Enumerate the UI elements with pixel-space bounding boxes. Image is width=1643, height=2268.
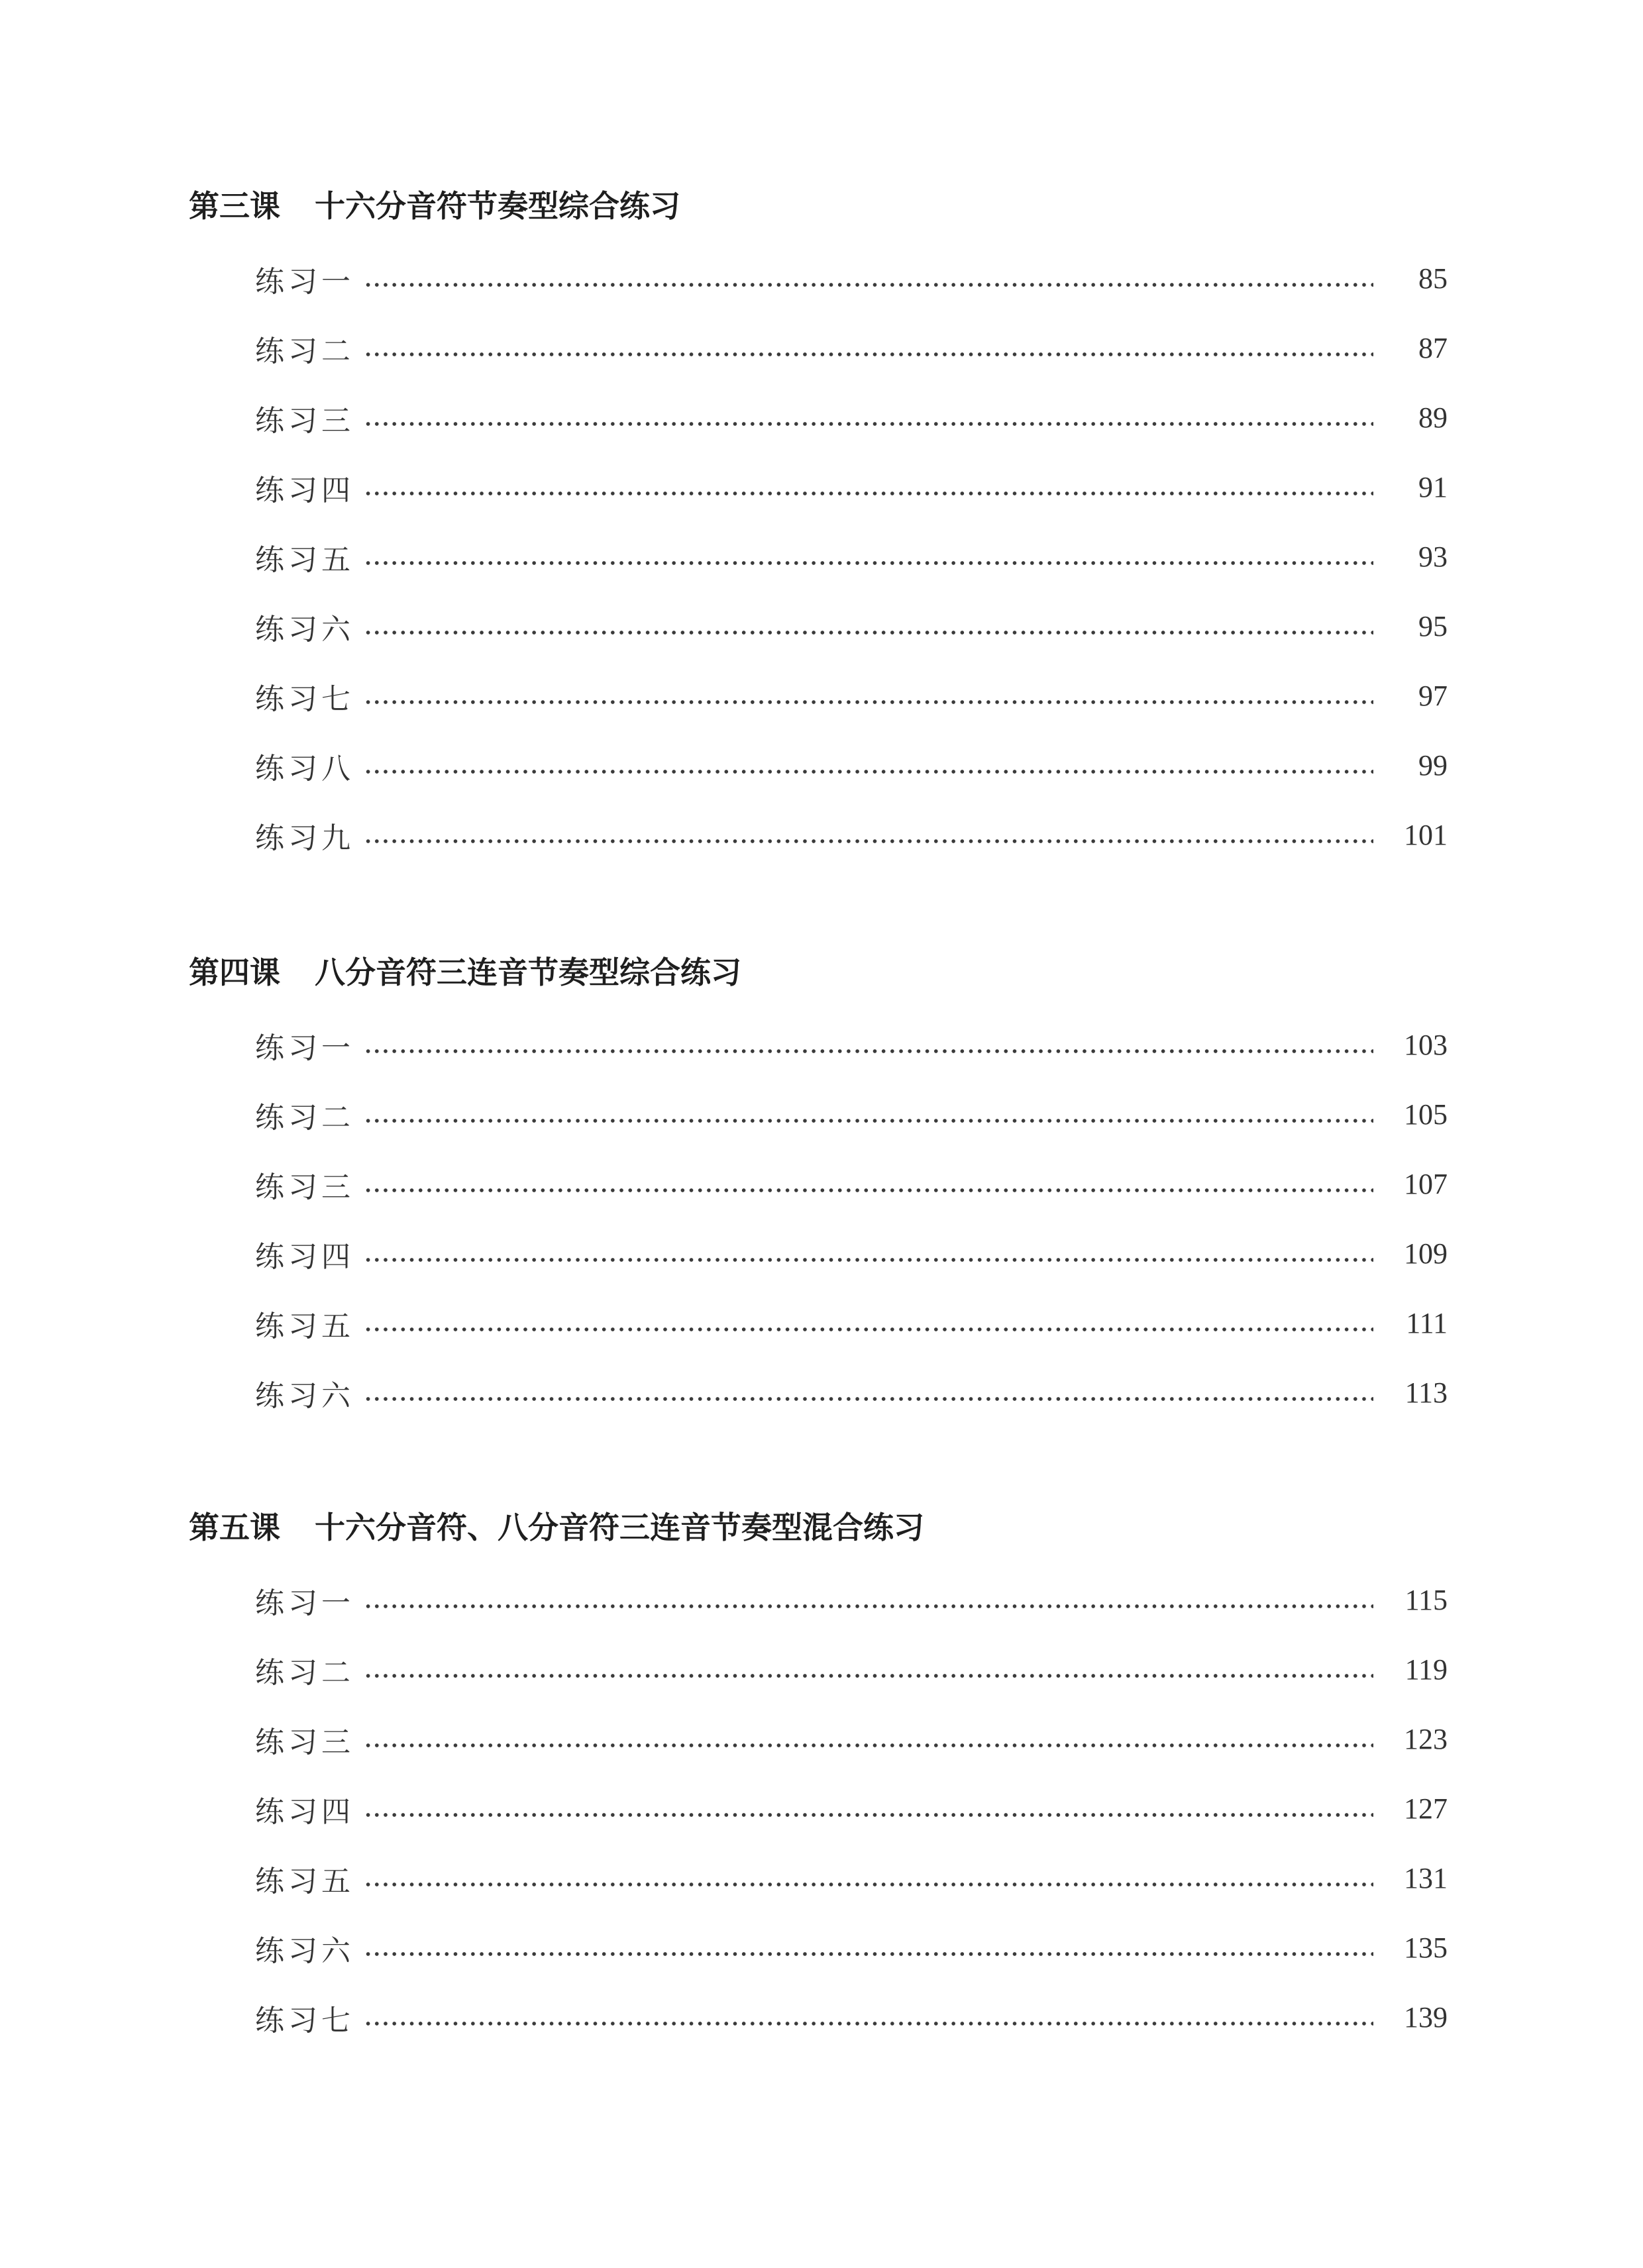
dot-leader	[364, 1725, 1373, 1754]
entry-page-number: 115	[1404, 1584, 1448, 1616]
toc-entry[interactable]	[189, 313, 1448, 383]
entry-label: 练习四	[255, 473, 354, 507]
entry-page-number: 89	[1418, 401, 1448, 434]
lesson-title: 八分音符三连音节奏型综合练习	[315, 954, 741, 990]
entry-page-number: 93	[1418, 541, 1448, 573]
dot-leader	[364, 1170, 1373, 1199]
entry-label: 练习三	[255, 1725, 354, 1759]
dot-leader	[364, 1100, 1373, 1129]
toc-section-lesson-4	[189, 944, 1448, 1427]
toc-entry-list	[189, 1565, 1448, 2052]
entry-label: 练习七	[255, 2003, 354, 2037]
toc-entry[interactable]	[189, 1358, 1448, 1427]
dot-leader	[364, 1031, 1373, 1060]
lesson-number: 第四课	[189, 954, 280, 990]
lesson-number: 第三课	[189, 188, 280, 224]
lesson-title: 十六分音符、八分音符三连音节奏型混合练习	[315, 1510, 924, 1545]
entry-page-number: 111	[1406, 1307, 1448, 1339]
entry-label: 练习二	[255, 1655, 354, 1690]
entry-label: 练习七	[255, 682, 354, 716]
toc-entry[interactable]	[189, 1219, 1448, 1288]
lesson-heading	[189, 1499, 1448, 1552]
toc-entry[interactable]	[189, 1913, 1448, 1983]
entry-label: 练习九	[255, 821, 354, 855]
lesson-number: 第五课	[189, 1510, 280, 1545]
toc-entry[interactable]	[189, 1149, 1448, 1219]
toc-entry[interactable]	[189, 731, 1448, 800]
entry-label: 练习五	[255, 542, 354, 577]
entry-label: 练习六	[255, 612, 354, 646]
entry-label: 练习四	[255, 1794, 354, 1829]
entry-page-number: 97	[1418, 680, 1448, 712]
entry-label: 练习二	[255, 1100, 354, 1135]
entry-page-number: 87	[1418, 332, 1448, 364]
toc-entry[interactable]	[189, 1635, 1448, 1704]
toc-entry[interactable]	[189, 1983, 1448, 2052]
toc-section-lesson-3	[189, 178, 1448, 870]
dot-leader	[364, 612, 1373, 641]
toc-entry-list	[189, 244, 1448, 870]
toc-entry[interactable]	[189, 1704, 1448, 1774]
toc-entry[interactable]	[189, 1010, 1448, 1080]
dot-leader	[364, 264, 1373, 293]
toc-entry[interactable]	[189, 1565, 1448, 1635]
entry-page-number: 99	[1418, 749, 1448, 782]
dot-leader	[364, 1586, 1373, 1615]
entry-page-number: 105	[1404, 1098, 1448, 1131]
entry-label: 练习六	[255, 1378, 354, 1413]
dot-leader	[364, 542, 1373, 572]
entry-page-number: 127	[1404, 1792, 1448, 1825]
toc-section-lesson-5	[189, 1499, 1448, 2052]
entry-page-number: 95	[1418, 610, 1448, 643]
dot-leader	[364, 473, 1373, 502]
lesson-heading	[189, 944, 1448, 997]
dot-leader	[364, 1933, 1373, 1963]
entry-label: 练习五	[255, 1309, 354, 1343]
entry-page-number: 109	[1404, 1237, 1448, 1270]
entry-label: 练习五	[255, 1864, 354, 1898]
entry-page-number: 113	[1404, 1376, 1448, 1409]
dot-leader	[364, 1309, 1373, 1338]
toc-entry[interactable]	[189, 661, 1448, 731]
entry-page-number: 101	[1404, 819, 1448, 851]
dot-leader	[364, 682, 1373, 711]
entry-page-number: 123	[1404, 1723, 1448, 1755]
entry-label: 练习三	[255, 1170, 354, 1204]
dot-leader	[364, 1378, 1373, 1408]
dot-leader	[364, 821, 1373, 850]
dot-leader	[364, 1794, 1373, 1824]
entry-page-number: 119	[1404, 1653, 1448, 1686]
entry-page-number: 107	[1404, 1168, 1448, 1200]
dot-leader	[364, 334, 1373, 363]
toc-entry[interactable]	[189, 452, 1448, 522]
toc-entry[interactable]	[189, 592, 1448, 661]
entry-page-number: 131	[1404, 1862, 1448, 1894]
toc-entry[interactable]	[189, 1080, 1448, 1149]
entry-label: 练习三	[255, 403, 354, 438]
lesson-title: 十六分音符节奏型综合练习	[315, 188, 680, 224]
entry-label: 练习一	[255, 1031, 354, 1065]
toc-entry[interactable]	[189, 383, 1448, 452]
dot-leader	[364, 751, 1373, 780]
dot-leader	[364, 1864, 1373, 1893]
dot-leader	[364, 1239, 1373, 1268]
entry-page-number: 135	[1404, 1932, 1448, 1964]
entry-label: 练习一	[255, 264, 354, 299]
entry-label: 练习四	[255, 1239, 354, 1274]
entry-label: 练习二	[255, 334, 354, 368]
entry-page-number: 91	[1418, 471, 1448, 503]
toc-entry[interactable]	[189, 1774, 1448, 1843]
lesson-heading	[189, 178, 1448, 231]
dot-leader	[364, 1655, 1373, 1684]
dot-leader	[364, 2003, 1373, 2032]
toc-entry[interactable]	[189, 1843, 1448, 1913]
entry-page-number: 139	[1404, 2001, 1448, 2034]
entry-label: 练习八	[255, 751, 354, 786]
toc-entry[interactable]	[189, 1288, 1448, 1358]
entry-label: 练习一	[255, 1586, 354, 1620]
toc-entry-list	[189, 1010, 1448, 1427]
entry-label: 练习六	[255, 1933, 354, 1968]
toc-entry[interactable]	[189, 522, 1448, 592]
toc-entry[interactable]	[189, 800, 1448, 870]
entry-page-number: 85	[1418, 262, 1448, 295]
entry-page-number: 103	[1404, 1029, 1448, 1061]
toc-entry[interactable]	[189, 244, 1448, 313]
dot-leader	[364, 403, 1373, 433]
